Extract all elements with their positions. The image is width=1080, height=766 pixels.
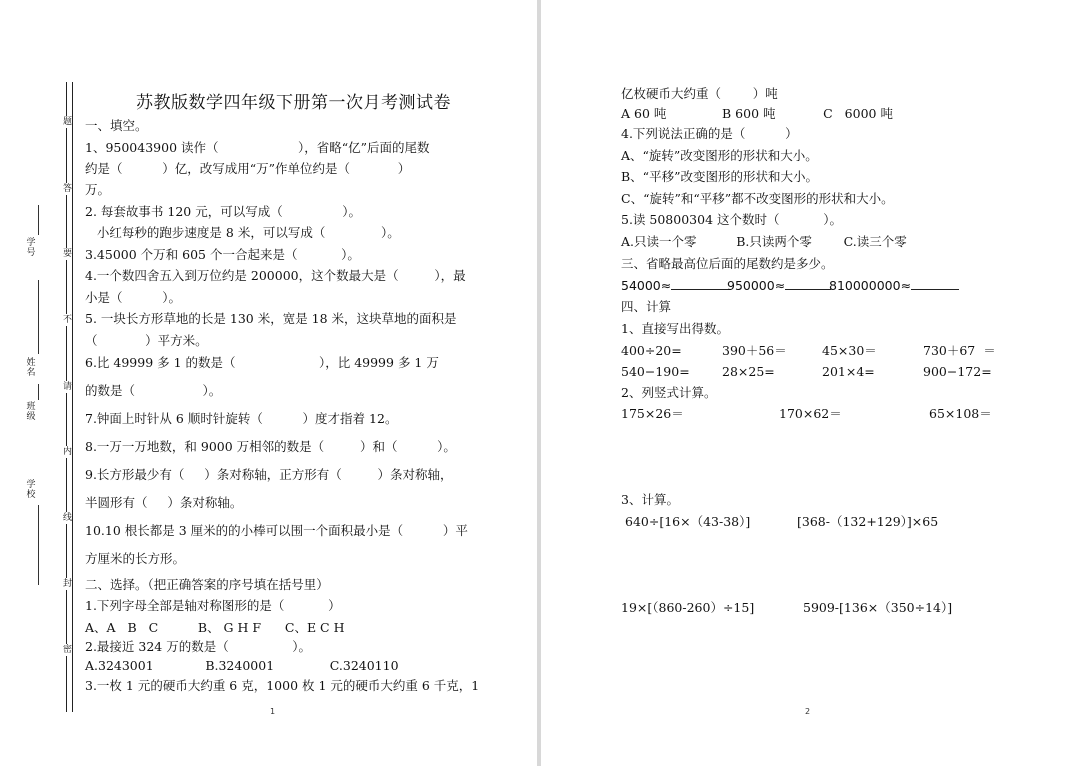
vertical-calc-item: 170×62＝ <box>779 406 842 421</box>
question-line: 1、950043900 读作（ ），省略“亿”后面的尾数 <box>85 140 430 155</box>
subsection-heading: 1、直接写出得数。 <box>621 321 729 336</box>
estimate-label: 54000≈ <box>621 278 672 293</box>
mixed-calc-item: 19×[（860-260）÷15] <box>621 600 755 615</box>
school-line[interactable] <box>38 505 39 585</box>
question-line: （ ）平方米。 <box>85 333 208 348</box>
question-line: 4.一个数四舍五入到万位约是 200000，这个数最大是（ ），最 <box>85 268 466 283</box>
question-line: 2. 每套故事书 120 元，可以写成（ ）。 <box>85 204 362 219</box>
estimate-item <box>727 278 831 294</box>
answer-blank[interactable] <box>671 278 731 290</box>
school-label: 学校 <box>26 480 36 500</box>
class-label: 班级 <box>26 402 36 422</box>
question-line: 10.10 根长都是 3 厘米的的小棒可以围一个面积最小是（ ）平 <box>85 523 468 538</box>
choice-option: A、“旋转”改变图形的形状和大小。 <box>621 148 818 163</box>
question-line: 约是（ ）亿，改写成用“万”作单位约是（ ） <box>85 161 411 176</box>
question-line: 7.钟面上时针从 6 顺时针旋转（ ）度才指着 12。 <box>85 411 398 426</box>
seal-char: 线 <box>63 513 73 523</box>
binding-line-outer <box>72 82 73 712</box>
binding-line <box>66 82 67 712</box>
name-label: 姓名 <box>26 358 36 378</box>
question-line: 小是（ ）。 <box>85 290 181 305</box>
question-line: 小红每秒的跑步速度是 8 米，可以写成（ ）。 <box>85 225 400 240</box>
question-line: 方厘米的长方形。 <box>85 551 186 566</box>
seal-char: 要 <box>63 249 73 259</box>
student-id-label: 学号 <box>26 238 36 258</box>
question-line: 5.读 50800304 这个数时（ ）。 <box>621 212 842 227</box>
mixed-calc-item: 5909-[136×（350÷14）] <box>803 600 953 615</box>
question-line: 5. 一块长方形草地的长是 130 米，宽是 18 米，这块草地的面积是 <box>85 311 457 326</box>
choice-option: B、“平移”改变图形的形状和大小。 <box>621 169 818 184</box>
question-line: 半圆形有（ ）条对称轴。 <box>85 495 243 510</box>
section-fill-blank-heading: 一、填空。 <box>85 118 148 133</box>
question-line: 1.下列字母全部是轴对称图形的是（ ） <box>85 598 341 613</box>
oral-calc-item: 201×4= <box>822 364 875 379</box>
mixed-calc-item: [368-（132+129）]×65 <box>797 514 939 529</box>
oral-calc-item: 540−190= <box>621 364 690 379</box>
section-calc-heading: 四、计算 <box>621 299 672 314</box>
oral-calc-item: 730＋67 ＝ <box>923 343 996 358</box>
section-choice-heading: 二、选择。（把正确答案的序号填在括号里） <box>85 577 329 592</box>
seal-char: 请 <box>63 382 73 392</box>
question-line: 4.下列说法正确的是（ ） <box>621 126 798 141</box>
seal-char: 封 <box>63 579 73 589</box>
question-line: 2.最接近 324 万的数是（ ）。 <box>85 639 312 654</box>
question-line: 6.比 49999 多 1 的数是（ ），比 49999 多 1 万 <box>85 355 439 370</box>
oral-calc-item: 390＋56＝ <box>722 343 787 358</box>
estimate-label: 810000000≈ <box>829 278 912 293</box>
seal-char: 不 <box>63 315 73 325</box>
oral-calc-item: 900−172= <box>923 364 992 379</box>
subsection-heading: 3、计算。 <box>621 492 679 507</box>
question-line: 9.长方形最少有（ ）条对称轴，正方形有（ ）条对称轴， <box>85 467 453 482</box>
choice-options: A、A B C B、 G H F C、E C H <box>85 620 345 635</box>
page-1 <box>0 0 537 766</box>
choice-options: A.3243001 B.3240001 C.3240110 <box>85 658 399 673</box>
vertical-calc-item: 65×108＝ <box>929 406 992 421</box>
question-line: 的数是（ ）。 <box>85 383 222 398</box>
choice-option: C、“旋转”和“平移”都不改变图形的形状和大小。 <box>621 191 894 206</box>
estimate-item <box>621 278 731 294</box>
oral-calc-item: 28×25= <box>722 364 775 379</box>
oral-calc-item: 45×30＝ <box>822 343 877 358</box>
answer-blank[interactable] <box>911 278 959 290</box>
choice-options: A 60 吨 B 600 吨 C 6000 吨 <box>621 106 893 121</box>
answer-blank[interactable] <box>785 278 831 290</box>
oral-calc-item: 400÷20= <box>621 343 682 358</box>
page-number: 1 <box>270 707 276 716</box>
page-number: 2 <box>805 707 811 716</box>
vertical-calc-item: 175×26＝ <box>621 406 684 421</box>
student-id-line[interactable] <box>38 205 39 235</box>
choice-options: A.只读一个零 B.只读两个零 C.读三个零 <box>621 234 907 249</box>
question-line: 8.一万一万地数，和 9000 万相邻的数是（ ）和（ ）。 <box>85 439 456 454</box>
seal-char: 内 <box>63 447 73 457</box>
exam-title: 苏教版数学四年级下册第一次月考测试卷 <box>136 93 451 113</box>
question-line: 万。 <box>85 182 111 197</box>
subsection-heading: 2、列竖式计算。 <box>621 385 717 400</box>
name-line[interactable] <box>38 280 39 354</box>
question-line: 亿枚硬币大约重（ ）吨 <box>621 86 778 101</box>
estimate-item <box>829 278 959 294</box>
page-2 <box>541 0 1080 766</box>
seal-char: 答 <box>63 184 73 194</box>
section-estimate-heading: 三、省略最高位后面的尾数约是多少。 <box>621 256 834 271</box>
class-line[interactable] <box>38 384 39 400</box>
estimate-label: 950000≈ <box>727 278 786 293</box>
question-line: 3.45000 个万和 605 个一合起来是（ ）。 <box>85 247 360 262</box>
question-line: 3.一枚 1 元的硬币大约重 6 克，1000 枚 1 元的硬币大约重 6 千克，1 <box>85 678 480 693</box>
seal-char: 题 <box>63 117 73 127</box>
mixed-calc-item: 640÷[16×（43-38）] <box>625 514 751 529</box>
seal-char: 密 <box>63 645 73 655</box>
